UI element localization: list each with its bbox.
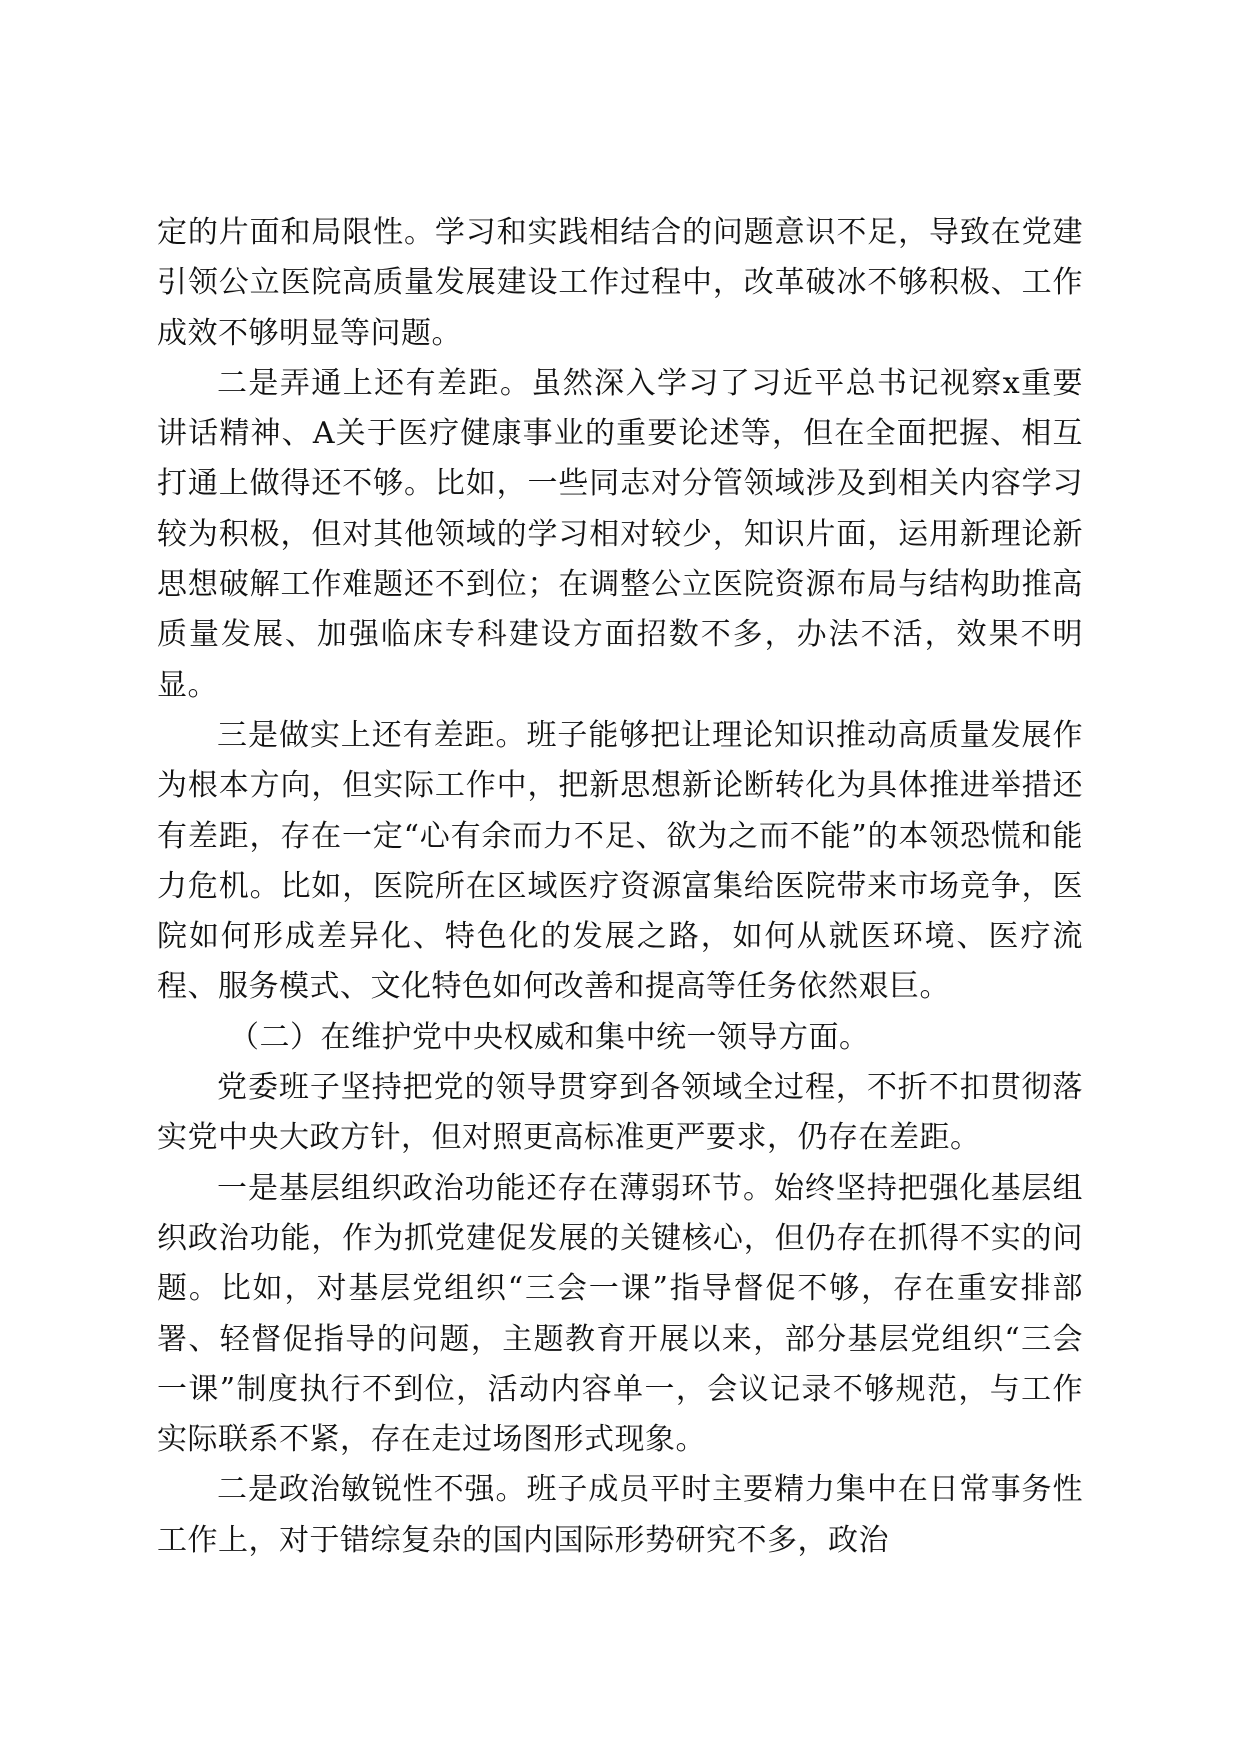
paragraph-section-intro: 党委班子坚持把党的领导贯穿到各领域全过程，不折不扣贯彻落实党中央大政方针，但对照更高标准更严要求，仍存在差距。: [157, 1070, 1083, 1156]
paragraph-point-three-practice: 三是做实上还有差距。班子能够把让理论知识推动高质量发展作为根本方向，但实际工作中，把新思想新论断转化为具体推进举措还有差距，存在一定“心有余而力不足、欲为之而不能”的本领恐慌和能力危机。比如，医院所在区域医疗资源富集给医院带来市场竞争，医院如何形成差异化、特色化的发展之路，如何从就医环境、医疗流程、服务模式、文化特色如何改善和提高等任务依然艰巨。: [157, 717, 1083, 1005]
paragraph-continuation: 定的片面和局限性。学习和实践相结合的问题意识不足，导致在党建引领公立医院高质量发展建设工作过程中，改革破冰不够积极、工作成效不够明显等问题。: [157, 215, 1083, 351]
document-page: [157, 208, 1083, 1566]
section-heading-two: （二）在维护党中央权威和集中统一领导方面。: [229, 1019, 870, 1055]
paragraph-point-two-political: 二是政治敏锐性不强。班子成员平时主要精力集中在日常事务性工作上，对于错综复杂的国内国际形势研究不多，政治: [157, 1472, 1083, 1558]
paragraph-point-one-grassroots: 一是基层组织政治功能还存在薄弱环节。始终坚持把强化基层组织政治功能，作为抓党建促发展的关键核心，但仍存在抓得不实的问题。比如，对基层党组织“三会一课”指导督促不够，存在重安排部署、轻督促指导的问题，主题教育开展以来，部分基层党组织“三会一课”制度执行不到位，活动内容单一，会议记录不够规范，与工作实际联系不紧，存在走过场图形式现象。: [157, 1170, 1083, 1458]
paragraph-point-two-understanding: 二是弄通上还有差距。虽然深入学习了习近平总书记视察x重要讲话精神、A关于医疗健康事业的重要论述等，但在全面把握、相互打通上做得还不够。比如，一些同志对分管领域涉及到相关内容学习较为积极，但对其他领域的学习相对较少，知识片面，运用新理论新思想破解工作难题还不到位；在调整公立医院资源布局与结构助推高质量发展、加强临床专科建设方面招数不多，办法不活，效果不明显。: [157, 365, 1083, 703]
